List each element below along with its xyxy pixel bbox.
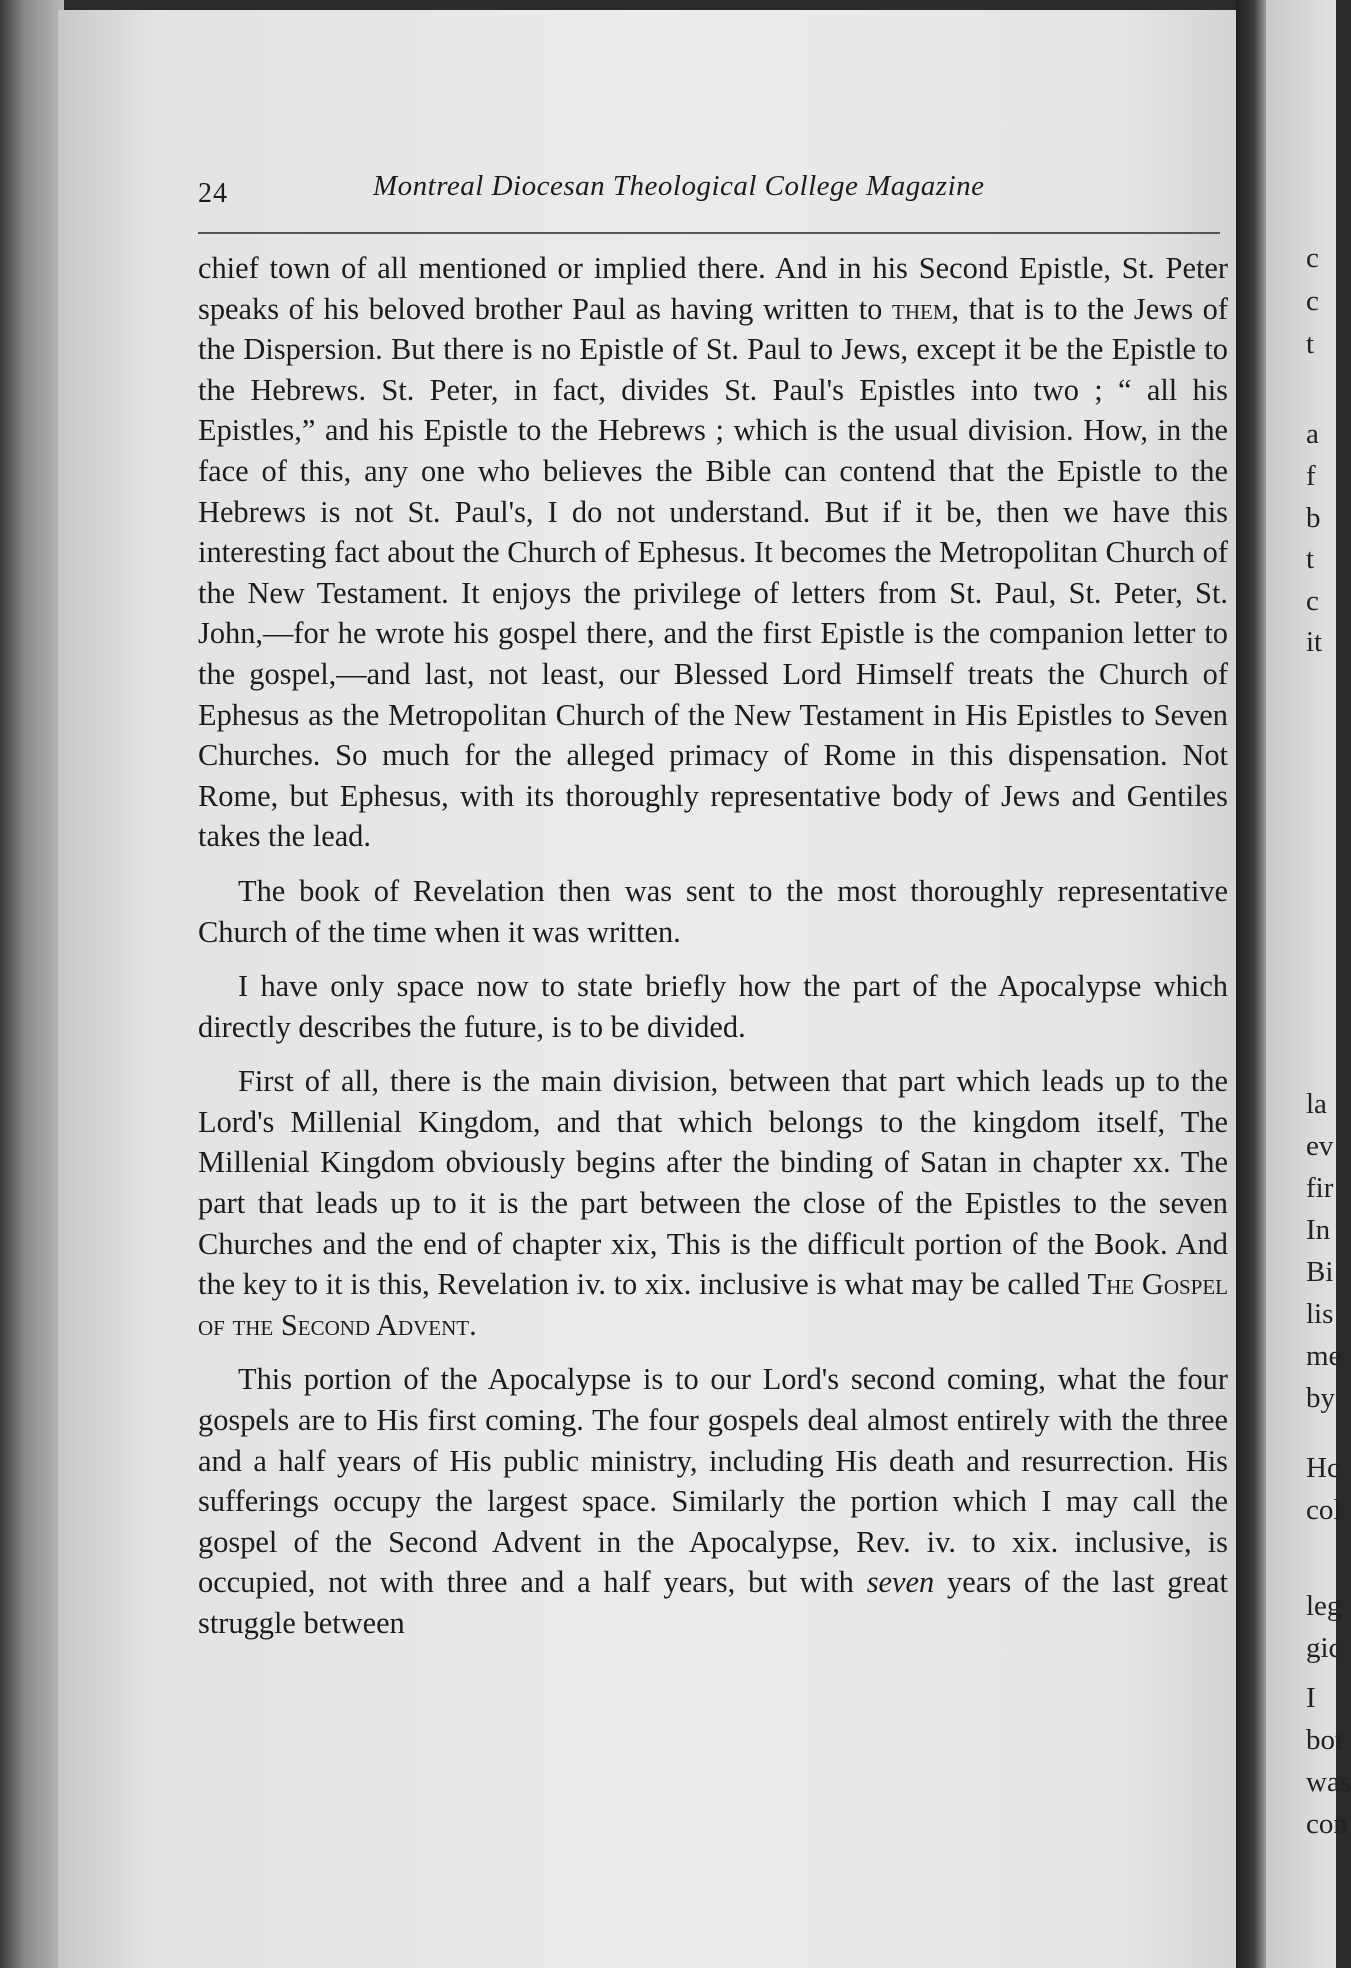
facing-fragment: fir (1306, 1172, 1334, 1204)
header-rule (198, 232, 1220, 234)
paragraph-1: chief town of all mentioned or implied there. And in his Second Epistle, St. Peter speaks of his beloved brother Paul as having written to them, that is to the Jews of the Dispersion. But there is no Epistle of St. Paul to Jews, except it be the Epistle to the Hebrews. St. Peter, in fact, divides St. Paul's Epistles into two ; “ all his Epistles,” and his Epistle to the Hebrews ; which is the usual division. How, in the face of this, any one who believes the Bible can contend that the Epistle to the Hebrews is not St. Paul's, I do not understand. But if it be, then we have this interesting fact about the Church of Ephesus. It becomes the Metropolitan Church of the New Testament. It enjoys the privilege of letters from St. Paul, St. Peter, St. John,—for he wrote his gospel there, and the first Epistle is the companion letter to the gospel,—and last, not least, our Blessed Lord Himself treats the Church of Ephesus as the Metropolitan Church of the New Testament in His Epistles to Seven Churches. So much for the alleged primacy of Rome in this dispensation. Not Rome, but Ephesus, with its thoroughly representative body of Jews and Gentiles takes the lead. (198, 251, 1228, 854)
facing-fragment: I (1306, 1682, 1316, 1714)
facing-fragment: leg (1306, 1590, 1342, 1622)
them-small-caps: them (892, 291, 952, 326)
facing-fragment: t (1306, 328, 1315, 360)
facing-fragment: t (1306, 543, 1315, 575)
facing-fragment: In (1306, 1214, 1331, 1246)
facing-fragment: bot (1306, 1724, 1344, 1756)
facing-fragment: me (1306, 1340, 1342, 1372)
gospel-title-small-caps: The Gospel of the Second Advent (198, 1267, 1229, 1342)
book-page (58, 10, 1240, 1968)
facing-fragment: lis (1306, 1298, 1334, 1330)
paragraph-2: The book of Revelation then was sent to the most thoroughly representative Church of the time when it was written. (198, 873, 1228, 949)
book-gutter (1236, 0, 1266, 1968)
facing-page-edge (1266, 0, 1351, 1968)
facing-fragment: was (1306, 1766, 1351, 1798)
facing-fragment: con (1306, 1808, 1348, 1840)
facing-fragment: b (1306, 502, 1321, 534)
facing-fragment: a (1306, 418, 1319, 450)
facing-fragment: it (1306, 626, 1323, 658)
paragraph-3: I have only space now to state briefly how the part of the Apocalypse which directly describes the future, is to be divided. (198, 969, 1228, 1044)
paragraph-4: First of all, there is the main division, between that part which leads up to the Lord's Millenial Kingdom, and that which belongs to the kingdom itself, The Millenial Kingdom obviously begins after the binding of Satan in chapter xx. The part that leads up to it is the part between the close of the Epistles to the seven Churches and the end of chapter xix, This is the difficult portion of the Book. And the key to it is this, Revelation iv. to xix. inclusive is what may be called The Gospel of the Second Advent. (198, 1064, 1229, 1342)
page-number: 24 (198, 178, 228, 209)
facing-fragment: ev (1306, 1130, 1334, 1162)
seven-italic: seven (866, 1565, 935, 1600)
facing-fragment: Hc (1306, 1452, 1340, 1484)
facing-fragment: col (1306, 1494, 1342, 1526)
facing-fragment: gic (1306, 1632, 1342, 1664)
facing-fragment: c (1306, 285, 1319, 317)
facing-fragment: by (1306, 1382, 1335, 1414)
body-text (198, 248, 1228, 1644)
facing-fragment: f (1306, 460, 1316, 492)
facing-fragment: c (1306, 242, 1319, 274)
facing-fragment: Bi (1306, 1256, 1334, 1288)
facing-fragment: c (1306, 585, 1319, 617)
page-header (58, 170, 1240, 220)
facing-fragment: la (1306, 1088, 1327, 1120)
page-edge-left (0, 0, 64, 1968)
running-title: Montreal Diocesan Theological College Magazine (373, 170, 985, 202)
paragraph-5: This portion of the Apocalypse is to our Lord's second coming, what the four gospels are to His first coming. The four gospels deal almost entirely with the three and a half years of His public ministry, including His death and resurrection. His sufferings occupy the largest space. Similarly the portion which I may call the gospel of the Second Advent in the Apocalypse, Rev. iv. to xix. inclusive, is occupied, not with three and a half years, but with seven years of the last great struggle between (198, 1362, 1228, 1640)
